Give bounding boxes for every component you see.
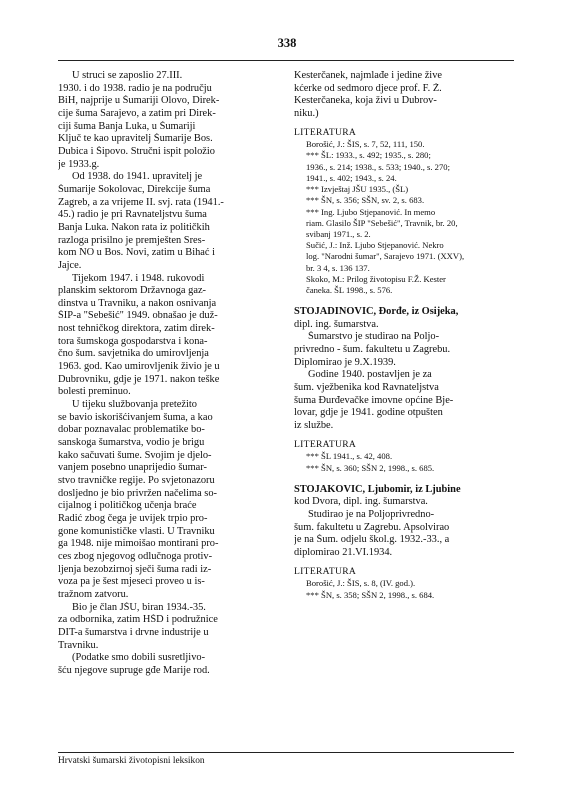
- entry-text-line: iz službe.: [294, 420, 334, 432]
- body-text-line: (Podatke smo dobili susretljivo-: [72, 652, 206, 664]
- literature-heading-1: LITERATURA: [294, 126, 357, 138]
- body-text-line: ŠIP-a "Sebešić" 1949. obnašao je duž-: [58, 310, 218, 322]
- body-text-line: Kesterčaneka, koja živi u Dubrov-: [294, 95, 437, 107]
- body-text-line: nost tehničkog direktora, zatim direk-: [58, 323, 215, 335]
- entry-text-line: privredno - šum. fakultetu u Zagrebu.: [294, 344, 451, 356]
- body-text-line: cije šuma Sarajevo, a zatim pri Direk-: [58, 107, 216, 119]
- entry-text-line: diplomirao 21.VI.1934.: [294, 547, 393, 559]
- left-column: [58, 70, 278, 678]
- body-text-line: Radić zbog čega je uvijek trpio pro-: [58, 512, 208, 524]
- body-text-line: za odbornika, zatim HŠD i podružnice: [58, 614, 218, 626]
- body-text-line: voza pa je šest mjeseci proveo u is-: [58, 576, 205, 588]
- entry-text-line: je na Šum. odjelu škol.g. 1932.-33., a: [294, 534, 450, 546]
- bibliography-1: [294, 139, 514, 296]
- body-text-line: dobar poznavalac problematike bo-: [58, 424, 205, 436]
- bibliography-item: Borošić, J.: ŠIS, s. 7, 52, 111, 150.: [306, 139, 425, 150]
- entry-text-line: šum. fakultetu u Zagrebu. Apsolvirao: [294, 521, 450, 533]
- bibliography-item: čaneka. ŠL 1998., s. 576.: [306, 284, 393, 295]
- body-text-line: 45.) radio je pri Ravnateljstvu šuma: [58, 209, 207, 221]
- body-text-line: Travniku.: [58, 639, 99, 651]
- entry-text-line: šuma Đurđevačke imovne općine Bje-: [294, 394, 454, 406]
- entry-text-line: Šumarstvo je studirao na Poljo-: [308, 331, 440, 343]
- body-text-line: Dubrovniku, gdje je 1971. nakon teške: [58, 373, 220, 385]
- body-text-line: šću njegove supruge gđe Marije rod.: [58, 664, 210, 676]
- entry-text-line: STOJADINOVIĆ, Đorđe, iz Osijeka,: [294, 306, 459, 318]
- entry-continuation: [294, 70, 514, 121]
- body-text-line: tora šumskoga gospodarstva i kona-: [58, 335, 208, 347]
- body-text-line: Ključ te kao upravitelj Šumarije Bos.: [58, 133, 213, 145]
- body-text-line: ces zbog njegovog odlučnoga protiv-: [58, 550, 213, 562]
- entry-text-line: Diplomirao je 9.X.1939.: [294, 356, 396, 368]
- body-text-line: cijalnog i političkog učenja braće: [58, 500, 197, 512]
- literature-heading-2: LITERATURA: [294, 438, 357, 450]
- body-text-line: ga 1948. nije mimoišao montirani pro-: [58, 538, 219, 550]
- body-text-line: niku.): [294, 107, 319, 119]
- entry-text-line: Studirao je na Poljoprivredno-: [308, 509, 435, 521]
- top-rule: [58, 60, 514, 61]
- bibliography-item: br. 3 4, s. 136 137.: [306, 262, 370, 273]
- bibliography-item: *** Izvještaj JŠU 1935., (ŠL): [306, 184, 409, 195]
- body-text-line: se bavio iskorišćivanjem šuma, a kao: [58, 411, 213, 423]
- body-text-line: kako sačuvati šume. Svojim je djelo-: [58, 449, 212, 461]
- entry-stojadinovic: [294, 306, 514, 433]
- entry-text-line: lovar, gdje je 1941. godine otpušten: [294, 407, 443, 419]
- body-text-line: Zagreb, a za vrijeme II. svj. rata (1941.-: [58, 196, 224, 208]
- entry-stojakovic: [294, 484, 514, 560]
- body-text-line: bolesti preminuo.: [58, 386, 131, 398]
- body-text-line: Kesterčanek, najmlađe i jedine žive: [294, 70, 442, 81]
- body-text-line: sanskoga šumarstva, vodio je brigu: [58, 437, 205, 449]
- entry-text-line: STOJAKOVIĆ, Ljubomir, iz Ljubine: [294, 483, 461, 495]
- bibliography-item: *** ŠN, s. 356; SŠN, sv. 2, s. 683.: [306, 195, 425, 206]
- body-text-line: Jajce.: [58, 259, 82, 271]
- body-text-line: razloga prisilno je premješten Sres-: [58, 234, 206, 246]
- entry-text-line: Godine 1940. postavljen je za: [308, 369, 432, 381]
- bibliography-item: *** ŠL: 1933., s. 492; 1935., s. 280;: [306, 150, 431, 161]
- body-text-line: stvo travničke regije. Po svjetonazoru: [58, 475, 215, 486]
- bibliography-item: *** Ing. Ljubo Stjepanović. In memo: [306, 206, 436, 217]
- entry-text-line: dipl. ing. šumarstva.: [294, 318, 379, 330]
- bibliography-item: 1941., s. 402; 1943., s. 24.: [306, 172, 397, 183]
- body-text-line: ljenja bezobzirnoj sječi šuma radi iz-: [58, 563, 212, 575]
- body-text-line: Šumarije Sokolovac, Direkcije šuma: [58, 183, 211, 195]
- body-text-line: Tijekom 1947. i 1948. rukovodi: [72, 272, 205, 284]
- body-text-line: planskim sektorom Državnoga gaz-: [58, 285, 207, 297]
- body-text-line: Banja Luka. Nakon rata iz političkih: [58, 221, 210, 233]
- body-text-line: vanjem posebno unaprijedio šumar-: [58, 462, 207, 474]
- bibliography-item: Borošić, J.: ŠIS, s. 8, (IV. god.).: [306, 578, 416, 589]
- entry-text-line: šum. vježbenika kod Ravnateljstva: [294, 382, 439, 394]
- bibliography-item: log. "Narodni šumar", Sarajevo 1971. (XXV),: [306, 251, 465, 262]
- bibliography-2: [294, 451, 514, 473]
- bibliography-item: *** ŠL 1941., s. 42, 408.: [306, 451, 393, 462]
- bibliography-item: Sučić, J.: Inž. Ljubo Stjepanović. Nekro: [306, 240, 444, 251]
- bibliography-3: [294, 578, 514, 600]
- body-text-line: je 1933.g.: [58, 158, 100, 170]
- page-number: 338: [277, 36, 297, 50]
- footer: Hrvatski šumarski životopisni leksikon: [58, 756, 205, 766]
- bibliography-item: *** ŠN, s. 358; SŠN 2, 1998., s. 684.: [306, 589, 435, 600]
- body-text-line: 1963. god. Kao umirovljenik živio je u: [58, 361, 220, 373]
- body-text-line: Dubica i Šipovo. Stručni ispit položio: [58, 145, 216, 157]
- body-text-line: čno šum. savjetnika do umirovljenja: [58, 348, 209, 360]
- bibliography-item: riam. Glasilo ŠIP "Sebešić", Travnik, br. 20,: [306, 217, 458, 228]
- body-text-line: ciji šuma Banja Luka, u Šumariji: [58, 120, 196, 132]
- body-text-line: kom NO u Bos. Novi, zatim u Bihać i: [58, 247, 216, 259]
- body-text-line: kćerke od sedmoro djece prof. F. Ž.: [294, 82, 442, 94]
- body-text-line: tražnom zatvoru.: [58, 588, 129, 600]
- body-text-line: U tijeku službovanja pretežito: [72, 399, 197, 411]
- body-text-line: DIT-a šumarstva i drvne industrije u: [58, 626, 209, 638]
- body-text-line: dinstva u Travniku, a nakon osnivanja: [58, 297, 217, 309]
- body-text-line: Od 1938. do 1941. upravitelj je: [72, 171, 203, 183]
- body-text-line: U struci se zaposlio 27.III.: [72, 70, 183, 81]
- entry-text-line: kod Dvora, dipl. ing. šumarstva.: [294, 496, 428, 508]
- bibliography-item: Skoko, M.: Prilog životopisu F.Ž. Kester: [306, 273, 446, 284]
- bibliography-item: svibanj 1971., s. 2.: [306, 228, 371, 239]
- body-text-line: 1930. i do 1938. radio je na području: [58, 82, 212, 94]
- bibliography-item: 1936., s. 214; 1938., s. 533; 1940., s. 270;: [306, 161, 450, 172]
- bottom-rule: [58, 752, 514, 753]
- bibliography-item: *** ŠN, s. 360; SŠN 2, 1998., s. 685.: [306, 462, 435, 473]
- body-text-line: dosljedno je bio privržen načelima so-: [58, 487, 217, 499]
- right-column: [294, 70, 514, 601]
- body-text-line: BiH, najprije u Šumariji Olovo, Direk-: [58, 95, 220, 107]
- body-text-line: gone komunističke vlasti. U Travniku: [58, 525, 215, 537]
- literature-heading-3: LITERATURA: [294, 565, 357, 577]
- body-text-line: Bio je član JŠU, biran 1934.-35.: [72, 601, 206, 613]
